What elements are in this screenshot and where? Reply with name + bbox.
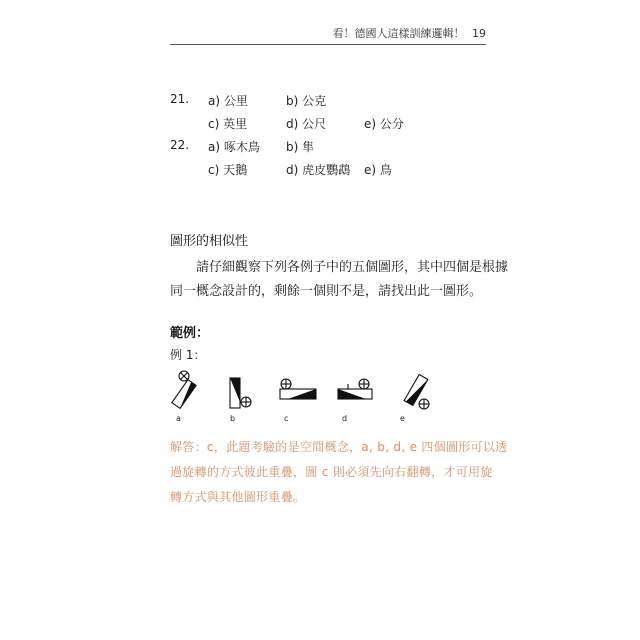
option: c) 英里	[208, 117, 248, 131]
shape-d	[338, 379, 372, 399]
answer-line: 解答：c，此題考驗的是空間概念，a, b, d, e 四個圖形可以透	[170, 440, 508, 454]
figure-label: c	[284, 414, 289, 423]
intro-line: 請仔細觀察下列各例子中的五個圖形，其中四個是根據	[196, 260, 509, 275]
example-figure	[170, 370, 460, 424]
option: a) 公里	[208, 94, 248, 108]
option: b) 公克	[286, 94, 327, 108]
example-label: 例 1：	[170, 348, 206, 362]
shapes-svg	[170, 370, 460, 424]
question-number: 22.	[170, 138, 190, 152]
option: d) 虎皮鸚鵡	[286, 163, 351, 177]
intro-line: 同一概念設計的，剩餘一個則不是，請找出此一圖形。	[170, 284, 483, 299]
shape-a	[172, 371, 196, 408]
option: a) 啄木鳥	[208, 140, 260, 154]
option: c) 天鵝	[208, 163, 248, 177]
shape-c	[280, 379, 316, 399]
header-title: 看！德國人這樣訓練邏輯！	[332, 27, 465, 40]
answer-line: 過旋轉的方式彼此重疊，圖 c 則必須先向右翻轉，才可用旋	[170, 465, 493, 479]
page-number: 19	[472, 27, 486, 40]
figure-label: d	[342, 414, 348, 423]
option: e) 鳥	[364, 163, 392, 177]
running-header	[170, 24, 486, 45]
section-title: 圖形的相似性	[170, 234, 249, 249]
figure-label: b	[230, 414, 236, 423]
example-heading: 範例：	[170, 326, 210, 341]
option: e) 公分	[364, 117, 404, 131]
shape-e	[404, 375, 429, 409]
question-number: 21.	[170, 92, 190, 106]
figure-label: a	[176, 414, 181, 423]
option: b) 隼	[286, 140, 315, 154]
answer-line: 轉方式與其他圖形重疊。	[170, 490, 306, 504]
figure-label: e	[400, 414, 405, 423]
shape-b	[230, 378, 251, 408]
option: d) 公尺	[286, 117, 327, 131]
